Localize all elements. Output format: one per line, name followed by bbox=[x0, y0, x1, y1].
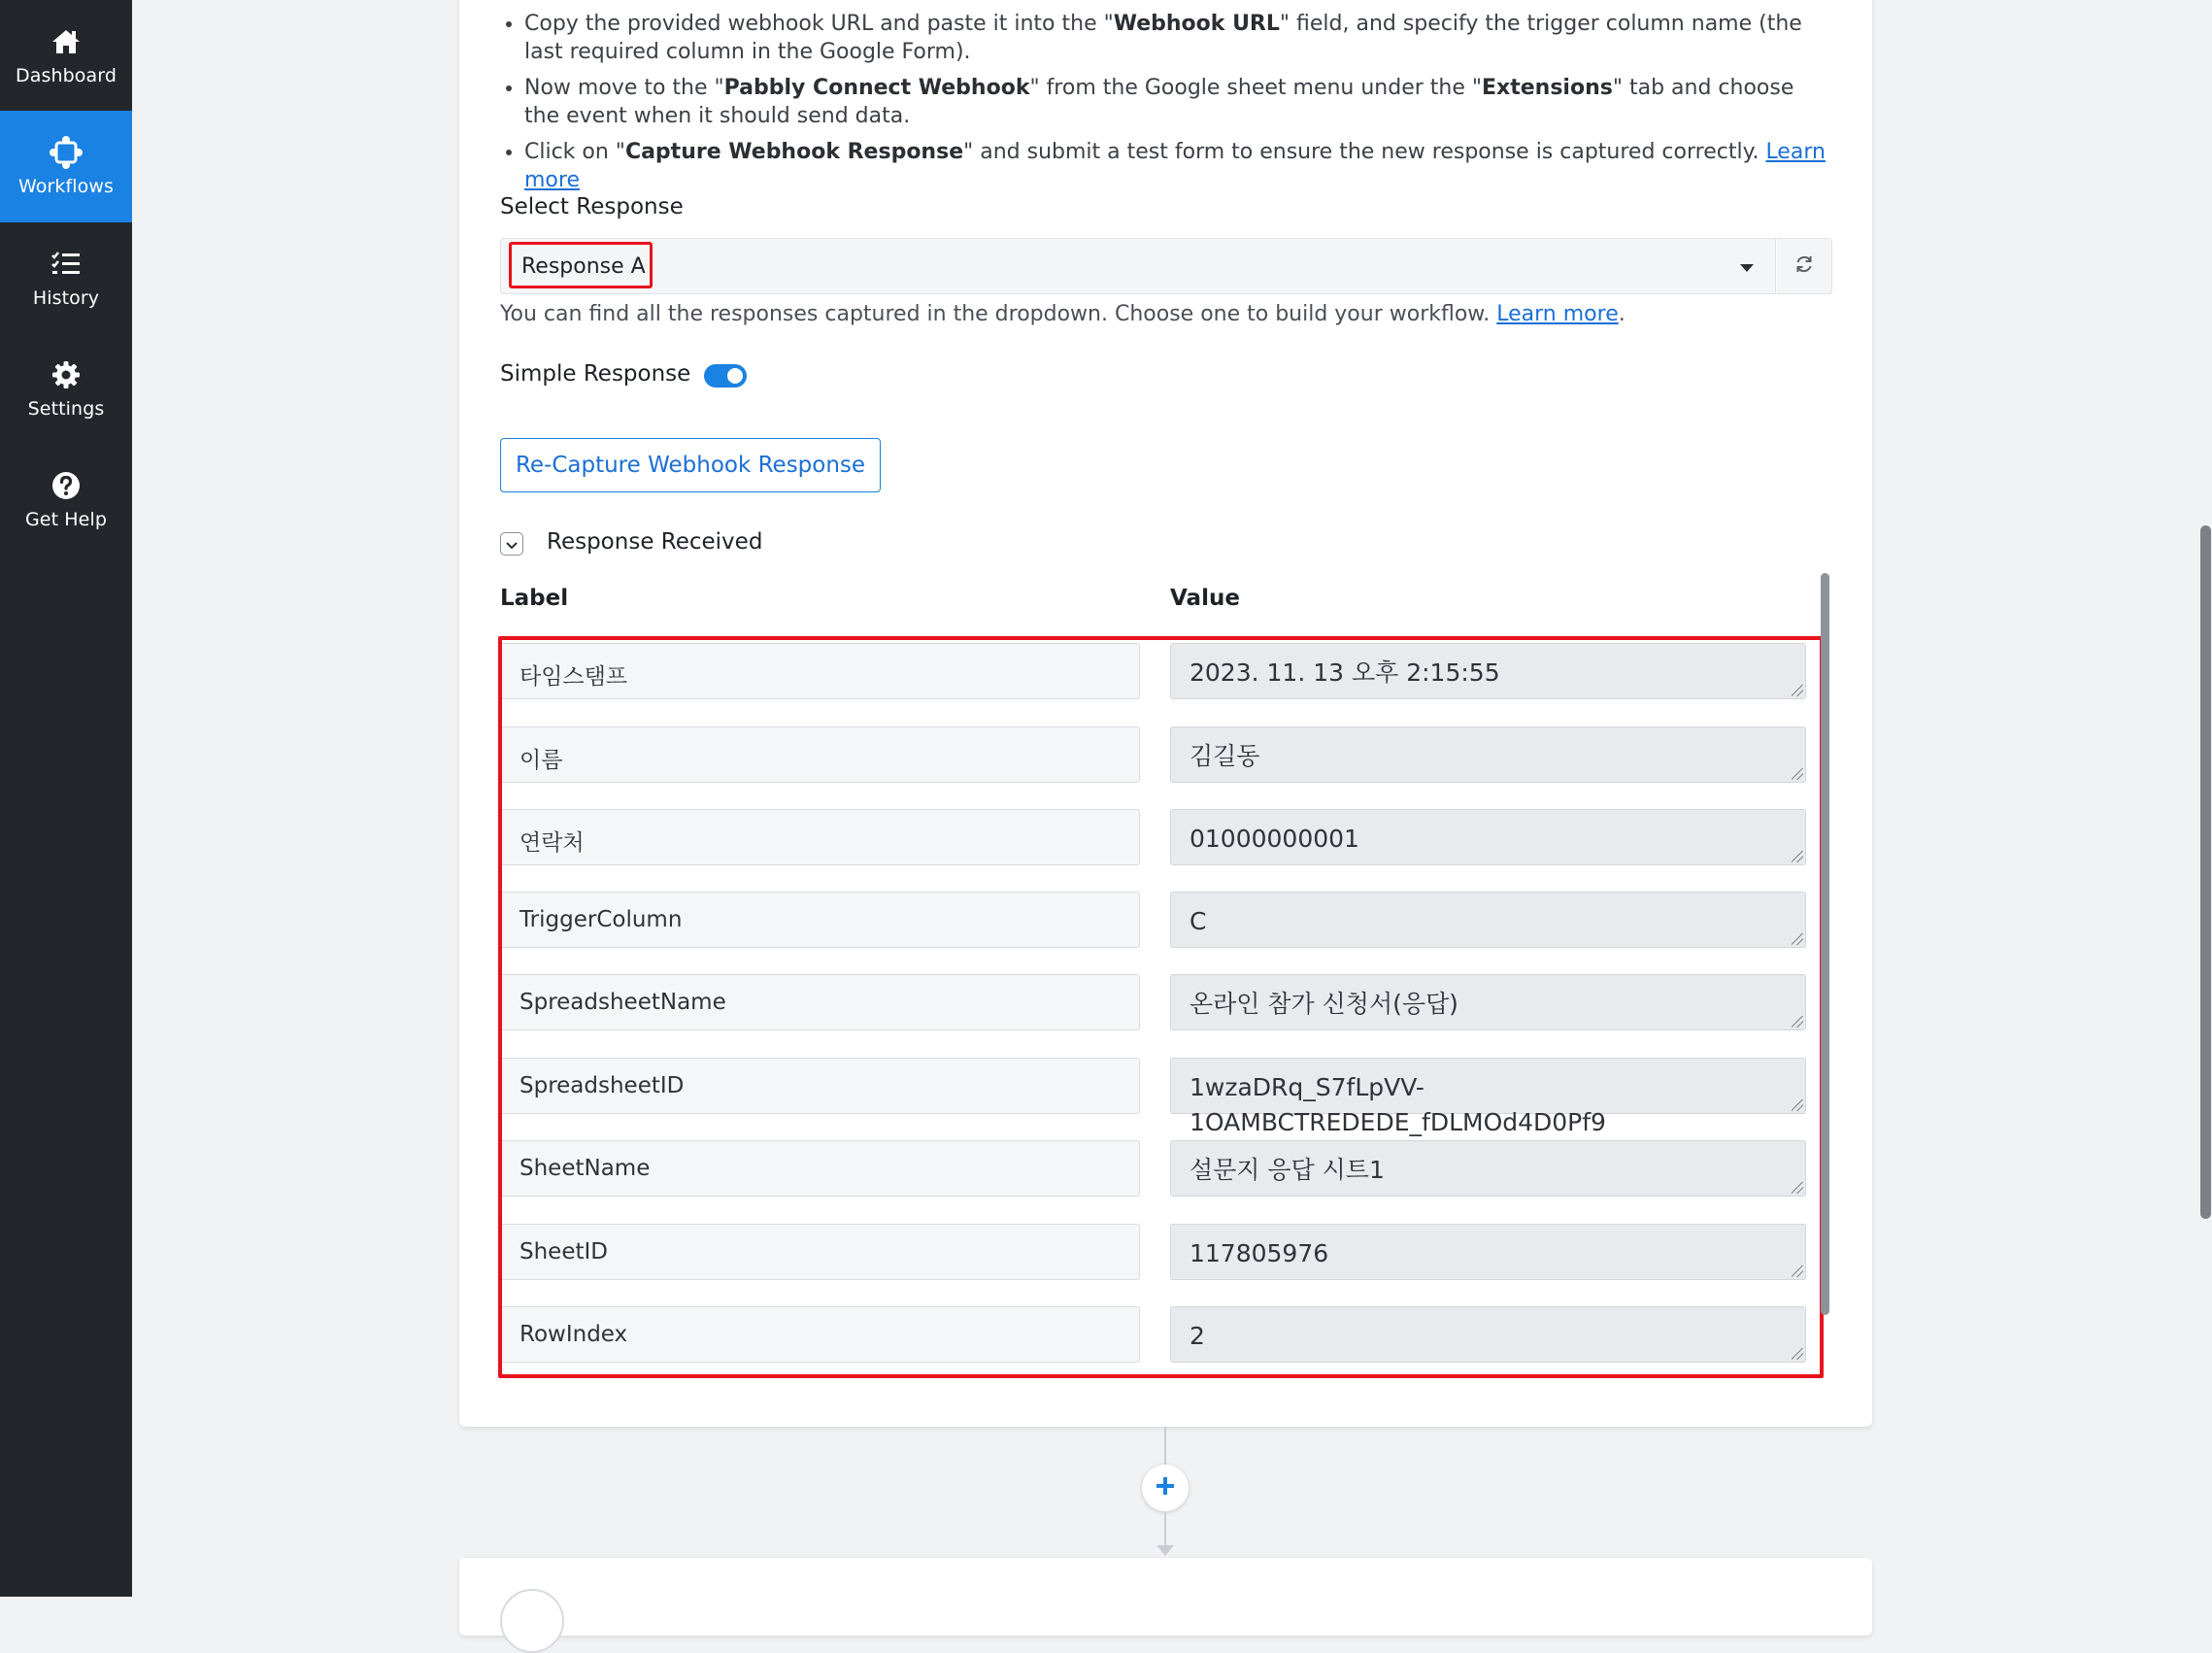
field-label-input[interactable]: 연락처 bbox=[500, 809, 1140, 865]
value-column-header: Value bbox=[1170, 586, 1240, 611]
setup-instructions bbox=[500, 10, 1830, 202]
learn-more-link[interactable]: Learn more bbox=[524, 140, 1826, 192]
field-value-textarea[interactable]: 설문지 응답 시트1 bbox=[1170, 1140, 1806, 1197]
response-row bbox=[500, 892, 1806, 950]
sidebar-item-settings[interactable] bbox=[0, 333, 132, 445]
field-value-textarea[interactable]: 1wzaDRq_S7fLpVV- 1OAMBCTREDEDE_fDLMOd4D0Pf9 bbox=[1170, 1058, 1806, 1114]
field-value-textarea[interactable]: 김길동 bbox=[1170, 726, 1806, 783]
sidebar-item-label: Settings bbox=[27, 397, 105, 420]
caret-down-icon bbox=[1740, 264, 1754, 272]
refresh-responses-button[interactable] bbox=[1777, 238, 1832, 294]
chevron-down-icon bbox=[506, 535, 518, 554]
select-response-dropdown[interactable] bbox=[500, 238, 1776, 294]
highlight-box bbox=[509, 242, 653, 288]
plus-icon bbox=[1155, 1475, 1176, 1501]
field-value-textarea[interactable]: 2023. 11. 13 오후 2:15:55 bbox=[1170, 643, 1806, 699]
field-label-input[interactable]: 타임스탬프 bbox=[500, 643, 1140, 699]
resize-handle-icon[interactable] bbox=[1792, 768, 1803, 780]
learn-more-link[interactable]: Learn more bbox=[1496, 302, 1619, 326]
resize-handle-icon[interactable] bbox=[1792, 1016, 1803, 1028]
arrow-down-icon bbox=[1156, 1545, 1174, 1556]
workflow-icon bbox=[50, 137, 83, 168]
simple-response-toggle[interactable] bbox=[704, 364, 747, 388]
add-step-button[interactable] bbox=[1142, 1465, 1189, 1511]
page-scrollbar[interactable] bbox=[2200, 525, 2211, 1219]
field-label-input[interactable]: TriggerColumn bbox=[500, 892, 1140, 948]
select-response-help: You can find all the responses captured in the dropdown. Choose one to build your workflow. Learn more. bbox=[500, 302, 1625, 326]
response-fields-list bbox=[500, 643, 1806, 1352]
field-label-input[interactable]: SpreadsheetName bbox=[500, 974, 1140, 1030]
help-circle-icon bbox=[50, 470, 83, 501]
sidebar-item-get-help[interactable] bbox=[0, 444, 132, 556]
field-label-input[interactable]: RowIndex bbox=[500, 1306, 1140, 1363]
sidebar-item-workflows[interactable] bbox=[0, 111, 132, 222]
resize-handle-icon[interactable] bbox=[1792, 685, 1803, 696]
response-row bbox=[500, 1306, 1806, 1365]
sidebar-item-label: Workflows bbox=[17, 175, 115, 197]
response-row bbox=[500, 1058, 1806, 1136]
resize-handle-icon[interactable] bbox=[1792, 1182, 1803, 1194]
sidebar-item-history[interactable] bbox=[0, 222, 132, 334]
selected-response-value: Response A bbox=[521, 254, 646, 279]
resize-handle-icon[interactable] bbox=[1792, 1265, 1803, 1277]
recapture-webhook-response-button[interactable]: Re-Capture Webhook Response bbox=[500, 438, 881, 492]
sidebar-item-label: History bbox=[32, 287, 100, 309]
response-row bbox=[500, 1224, 1806, 1282]
connector-line bbox=[1164, 1512, 1166, 1545]
label-column-header: Label bbox=[500, 586, 569, 611]
field-label-input[interactable]: 이름 bbox=[500, 726, 1140, 783]
resize-handle-icon[interactable] bbox=[1792, 1348, 1803, 1360]
field-label-input[interactable]: SheetName bbox=[500, 1140, 1140, 1197]
response-row bbox=[500, 1140, 1806, 1198]
refresh-icon bbox=[1794, 254, 1814, 278]
instruction-item: • Copy the provided webhook URL and paste it into the "Webhook URL" field, and specify the trigger column name (the last required column in the Google Form). bbox=[524, 10, 1830, 66]
instruction-item: • Click on "Capture Webhook Response" and submit a test form to ensure the new response is captured correctly. Learn more bbox=[524, 138, 1830, 194]
response-row bbox=[500, 974, 1806, 1032]
sidebar-item-label: Dashboard bbox=[16, 64, 117, 86]
sidebar-item-label: Get Help bbox=[24, 508, 108, 530]
field-label-input[interactable]: SheetID bbox=[500, 1224, 1140, 1280]
simple-response-label: Simple Response bbox=[500, 361, 691, 387]
response-row bbox=[500, 643, 1806, 701]
field-value-textarea[interactable]: 01000000001 bbox=[1170, 809, 1806, 865]
toggle-knob bbox=[727, 368, 743, 384]
response-row bbox=[500, 726, 1806, 785]
app-logo-placeholder bbox=[500, 1589, 564, 1653]
history-list-icon bbox=[50, 249, 83, 280]
instruction-item: • Now move to the "Pabbly Connect Webhook" from the Google sheet menu under the "Extensions" tab and choose the event when it should send data. bbox=[524, 74, 1830, 130]
next-step-card[interactable] bbox=[459, 1558, 1872, 1636]
home-icon bbox=[50, 26, 83, 57]
response-list-scrollbar[interactable] bbox=[1821, 573, 1829, 1315]
response-received-collapse-button[interactable] bbox=[500, 532, 523, 556]
select-response-label: Select Response bbox=[500, 194, 684, 219]
response-received-title: Response Received bbox=[547, 529, 763, 555]
sidebar bbox=[0, 0, 132, 1597]
response-row bbox=[500, 809, 1806, 867]
resize-handle-icon[interactable] bbox=[1792, 933, 1803, 945]
field-value-textarea[interactable]: 2 bbox=[1170, 1306, 1806, 1363]
field-label-input[interactable]: SpreadsheetID bbox=[500, 1058, 1140, 1114]
field-value-textarea[interactable]: 온라인 참가 신청서(응답) bbox=[1170, 974, 1806, 1030]
sidebar-item-dashboard[interactable] bbox=[0, 0, 132, 112]
resize-handle-icon[interactable] bbox=[1792, 1099, 1803, 1111]
gear-icon bbox=[50, 359, 83, 390]
field-value-textarea[interactable]: 117805976 bbox=[1170, 1224, 1806, 1280]
field-value-textarea[interactable]: C bbox=[1170, 892, 1806, 948]
resize-handle-icon[interactable] bbox=[1792, 851, 1803, 862]
